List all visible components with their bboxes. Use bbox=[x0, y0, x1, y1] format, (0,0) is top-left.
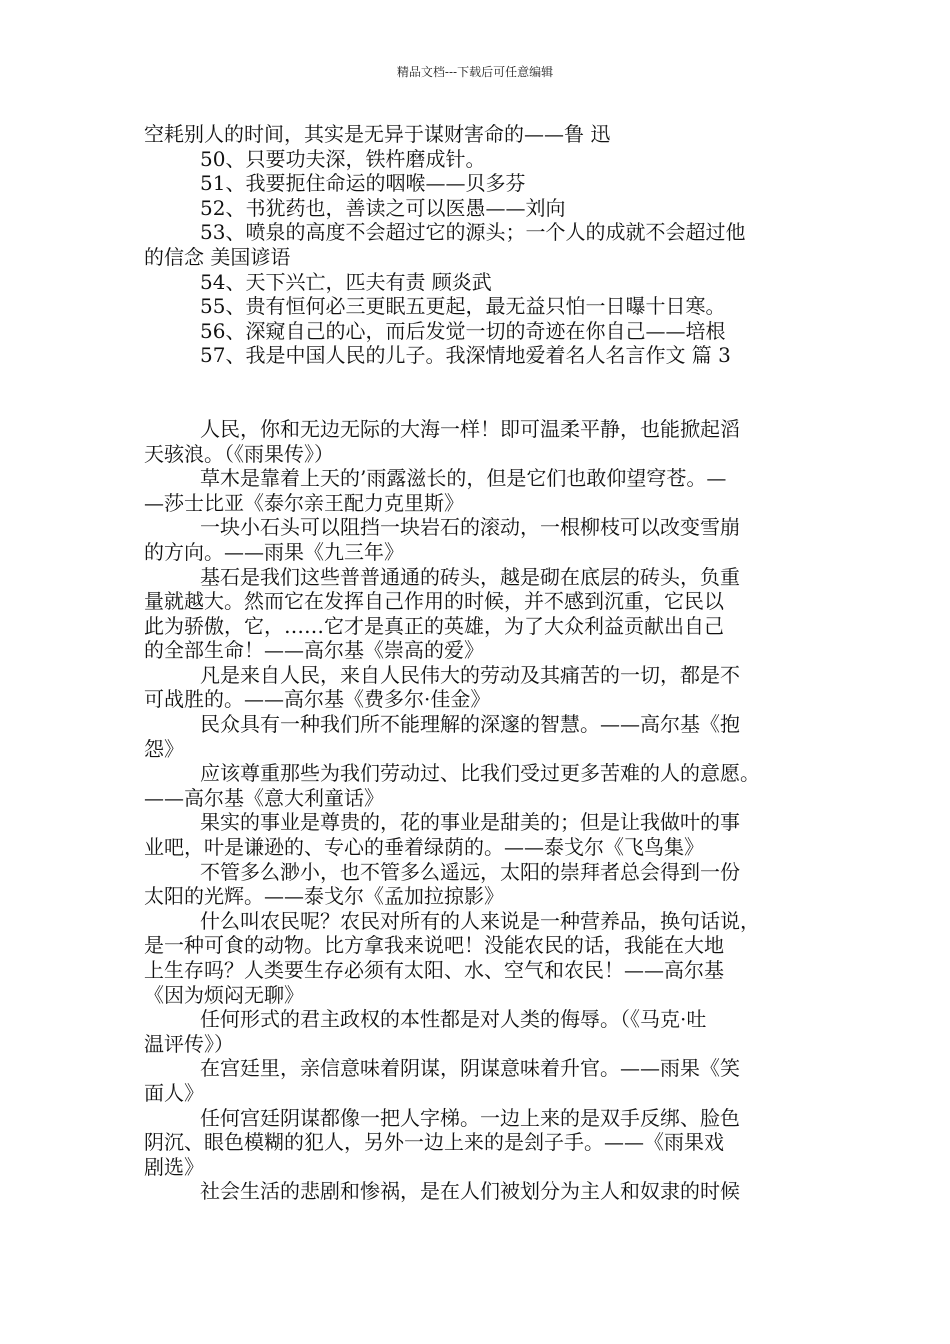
text-line: 的信念 美国谚语 bbox=[144, 244, 291, 269]
text-line: 剧选》 bbox=[144, 1154, 204, 1179]
text-line: ——高尔基《意大利童话》 bbox=[144, 785, 384, 810]
text-line: 在宫廷里，亲信意味着阴谋，阴谋意味着升官。——雨果《笑 bbox=[200, 1056, 740, 1081]
text-line: 温评传》） bbox=[144, 1031, 234, 1056]
text-line: 什么叫农民呢？农民对所有的人来说是一种营养品，换句话说， bbox=[200, 908, 760, 933]
text-line: 任何宫廷阴谋都像一把人字梯。一边上来的是双手反绑、脸色 bbox=[200, 1105, 740, 1130]
text-line: 57、我是中国人民的儿子。我深情地爱着名人名言作文 篇 3 bbox=[200, 343, 731, 368]
text-line: 民众具有一种我们所不能理解的深邃的智慧。——高尔基《抱 bbox=[200, 712, 740, 737]
text-line: 51、我要扼住命运的咽喉——贝多芬 bbox=[200, 171, 526, 196]
text-line: 基石是我们这些普普通通的砖头，越是砌在底层的砖头，负重 bbox=[200, 564, 740, 589]
text-line: 54、天下兴亡，匹夫有责 顾炎武 bbox=[200, 269, 492, 294]
text-line: 人民，你和无边无际的大海一样！即可温柔平静，也能掀起滔 bbox=[200, 416, 740, 441]
text-line: 的全部生命！——高尔基《崇高的爱》 bbox=[144, 638, 484, 663]
text-line: 量就越大。然而它在发挥自己作用的时候，并不感到沉重，它民以 bbox=[144, 589, 724, 614]
text-line: 是一种可食的动物。比方拿我来说吧！没能农民的话，我能在大地 bbox=[144, 933, 724, 958]
text-line: 太阳的光辉。——泰戈尔《孟加拉掠影》 bbox=[144, 884, 504, 909]
text-line: 天骇浪。（《雨果传》） bbox=[144, 441, 334, 466]
text-line: 此为骄傲，它，……它才是真正的英雄，为了大众利益贡献出自己 bbox=[144, 613, 724, 638]
text-line: 的方向。——雨果《九三年》 bbox=[144, 539, 404, 564]
text-line: 空耗别人的时间，其实是无异于谋财害命的——鲁 迅 bbox=[144, 122, 611, 146]
text-line: —莎士比亚《泰尔亲王配力克里斯》 bbox=[144, 490, 464, 515]
text-line: 55、贵有恒何必三更眠五更起，最无益只怕一日曝十日寒。 bbox=[200, 294, 726, 319]
text-line: 50、只要功夫深，铁杵磨成针。 bbox=[200, 146, 486, 171]
text-line: 不管多么渺小，也不管多么遥远，太阳的崇拜者总会得到一份 bbox=[200, 859, 740, 884]
text-line: 53、喷泉的高度不会超过它的源头；一个人的成就不会超过他 bbox=[200, 220, 746, 245]
text-line: 52、书犹药也，善读之可以医愚——刘向 bbox=[200, 195, 566, 220]
text-line: 果实的事业是尊贵的，花的事业是甜美的；但是让我做叶的事 bbox=[200, 810, 740, 835]
essay-text bbox=[144, 417, 824, 1204]
text-line: 可战胜的。——高尔基《费多尔·佳金》 bbox=[144, 687, 491, 712]
text-line: 上生存吗？人类要生存必须有太阳、水、空气和农民！——高尔基 bbox=[144, 958, 724, 982]
text-line: 《因为烦闷无聊》 bbox=[144, 982, 304, 1007]
quote-list bbox=[144, 122, 824, 368]
text-line: 一块小石头可以阻挡一块岩石的滚动，一根柳枝可以改变雪崩 bbox=[200, 515, 740, 540]
text-line: 56、深窥自己的心，而后发觉一切的奇迹在你自己——培根 bbox=[200, 318, 726, 343]
text-line: 社会生活的悲剧和惨祸，是在人们被划分为主人和奴隶的时候 bbox=[200, 1179, 740, 1204]
text-line: 任何形式的君主政权的本性都是对人类的侮辱。（《马克·吐 bbox=[200, 1007, 707, 1032]
page-header: 精品文档---下载后可任意编辑 bbox=[396, 65, 554, 79]
document-body bbox=[144, 122, 824, 1204]
text-line: 阴沉、眼色模糊的犯人，另外一边上来的是刽子手。——《雨果戏 bbox=[144, 1130, 724, 1155]
text-line: 应该尊重那些为我们劳动过、比我们受过更多苦难的人的意愿。 bbox=[200, 761, 760, 786]
text-line: 面人》 bbox=[144, 1080, 204, 1105]
text-line: 怨》 bbox=[144, 736, 184, 761]
text-line: 草木是靠着上天的’雨露滋长的，但是它们也敢仰望穹苍。— bbox=[200, 466, 727, 491]
text-line: 业吧，叶是谦逊的、专心的垂着绿荫的。——泰戈尔《飞鸟集》 bbox=[144, 835, 704, 860]
text-line: 凡是来自人民，来自人民伟大的劳动及其痛苦的一切，都是不 bbox=[200, 662, 740, 687]
section-gap bbox=[144, 368, 824, 417]
